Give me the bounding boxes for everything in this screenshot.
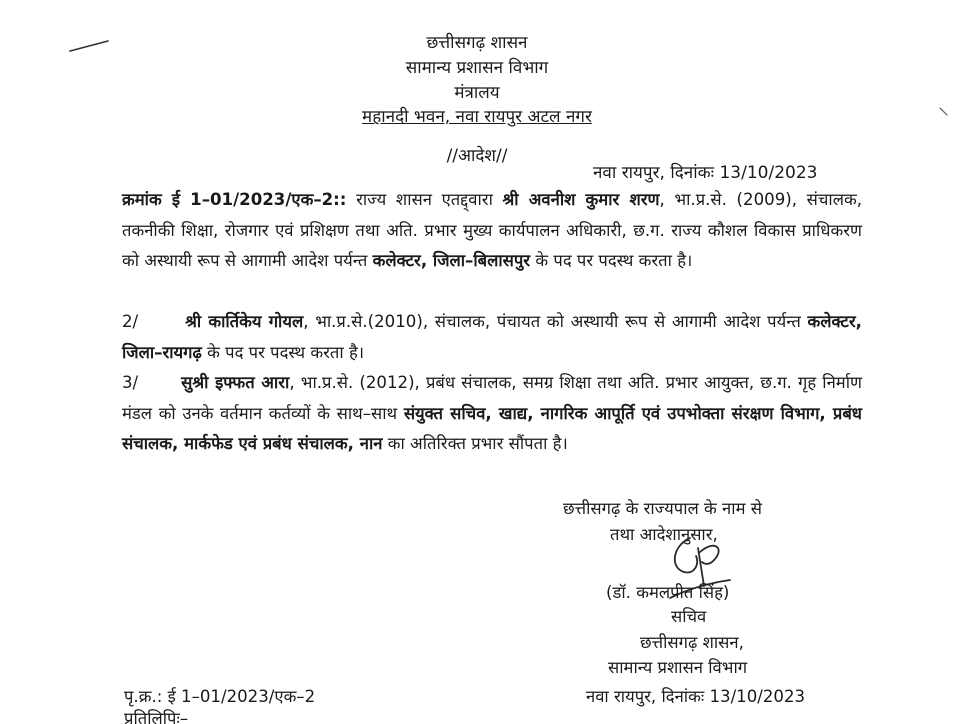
- header-address-text: महानदी भवन, नवा रायपुर अटल नगर: [362, 107, 592, 127]
- order-paragraph-2: [122, 307, 862, 368]
- signatory-name: (डॉ. कमलप्रीत सिंह): [606, 583, 730, 602]
- order-paragraph-3: [122, 368, 862, 460]
- signatory-org-1: छत्तीसगढ़ शासन,: [640, 633, 744, 652]
- endorsement-date: नवा रायपुर, दिनांकः 13/10/2023: [586, 687, 806, 706]
- copy-to-label: प्रतिलिपिः–: [124, 709, 189, 724]
- order-date: नवा रायपुर, दिनांकः 13/10/2023: [593, 163, 818, 183]
- posting-2: कलेक्टर, जिला–रायगढ़: [122, 312, 862, 362]
- para3-text-b: का अतिरिक्त प्रभार सौंपता है।: [382, 434, 568, 453]
- officer-name-3: सुश्री इफ्फत आरा: [181, 373, 290, 392]
- endorsement-reference: पृ.क्र.: ई 1–01/2023/एक–2: [124, 687, 316, 706]
- header-government: छत्तीसगढ़ शासन: [426, 33, 528, 53]
- order-title: //आदेश//: [446, 146, 508, 166]
- header-address: [0, 107, 954, 127]
- signature-line-1: छत्तीसगढ़ के राज्यपाल के नाम से: [563, 499, 762, 518]
- posting-3: संयुक्त सचिव, खाद्य, नागरिक आपूर्ति एवं उपभोक्ता संरक्षण विभाग, प्रबंध संचालक, मार्कफेड एवं प्रबंध संचालक, नान: [122, 403, 862, 453]
- order-paragraph-1: [122, 185, 862, 277]
- para2-text-a: , भा.प्र.से.(2010), संचालक, पंचायत को अस्थायी रूप से आगामी आदेश पर्यन्त: [303, 312, 808, 331]
- signatory-designation: सचिव: [671, 607, 707, 626]
- officer-name-2: श्री कार्तिकेय गोयल: [185, 312, 304, 331]
- header-department: सामान्य प्रशासन विभाग: [405, 58, 549, 78]
- para2-text-b: के पद पर पदस्थ करता है।: [201, 342, 365, 362]
- para1-text-a: राज्य शासन एतद्द्वारा: [346, 190, 503, 209]
- order-reference: क्रमांक ई 1–01/2023/एक–2::: [122, 190, 347, 209]
- para2-number: 2/: [122, 312, 139, 331]
- signature-line-2: तथा आदेशानुसार,: [610, 525, 718, 544]
- posting-1: कलेक्टर, जिला–बिलासपुर: [372, 251, 531, 270]
- para1-text-b: , भा.प्र.से. (2009), संचालक, तकनीकी शिक्षा, रोजगार एवं प्रशिक्षण तथा अति. प्रभार मुख्य कार्यपालन अधिकारी, छ.ग. राज्य कौशल विकास प्राधिकरण को अस्थायी रूप से आगामी आदेश पर्यन्त: [122, 190, 862, 270]
- para1-text-c: के पद पर पदस्थ करता है।: [530, 251, 693, 270]
- signatory-org-2: सामान्य प्रशासन विभाग: [608, 658, 748, 677]
- para3-number: 3/: [122, 373, 139, 392]
- para3-text-a: , भा.प्र.से. (2012), प्रबंध संचालक, समग्र शिक्षा तथा अति. प्रभार आयुक्त, छ.ग. गृह निर्माण मंडल को उनके वर्तमान कर्तव्यों के साथ–साथ: [122, 373, 862, 423]
- header-ministry: मंत्रालय: [454, 83, 500, 103]
- officer-name-1: श्री अवनीश कुमार शरण: [502, 190, 660, 209]
